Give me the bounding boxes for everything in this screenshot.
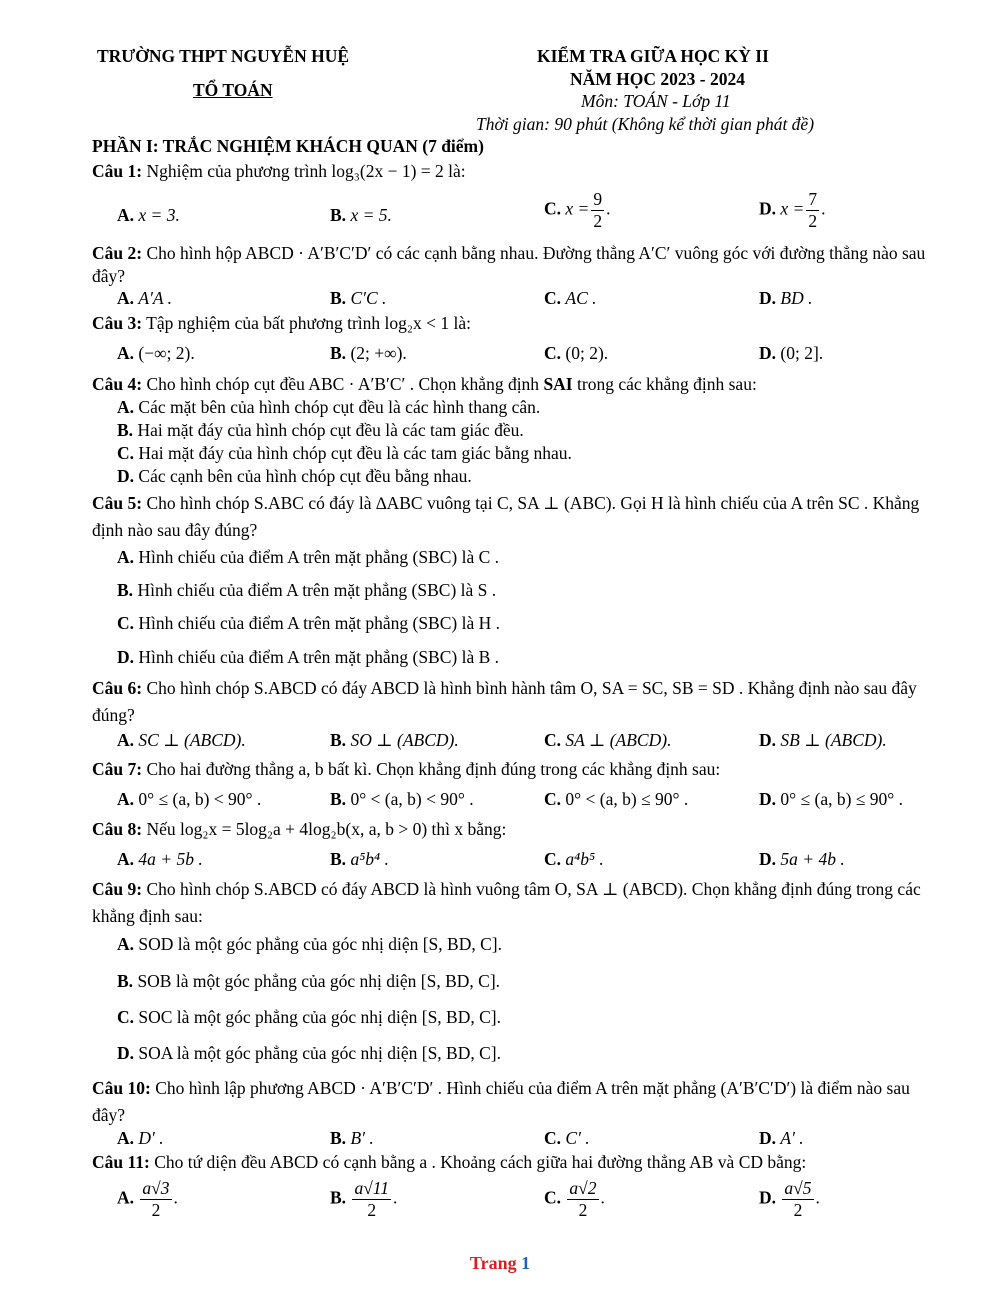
q2-option-c[interactable]: C. AC . [544,288,597,308]
q9-option-d[interactable]: D. SOA là một góc phẳng của góc nhị diện [S, BD, C]. [117,1043,501,1063]
q8-option-a[interactable]: A. 4a + 5b . [117,849,203,869]
q4-option-c[interactable]: C. Hai mặt đáy của hình chóp cụt đều là các tam giác bằng nhau. [117,443,572,463]
question-text: Nghiệm của phương trình log₃(2x − 1) = 2 là: [146,161,466,181]
q2-options [117,287,937,313]
q11-option-c[interactable]: C. $\frac{a√2}{2}$ . [544,1178,605,1220]
q9-option-a[interactable]: A. SOD là một góc phẳng của góc nhị diện [S, BD, C]. [117,934,502,954]
question-11: Câu 11: Cho tứ diện đều ABCD có cạnh bằng a . Khoảng cách giữa hai đường thẳng AB và CD bằng: [92,1152,807,1172]
q6-option-a[interactable]: A. SC ⊥ (ABCD). [117,730,246,750]
question-4: Câu 4: Cho hình chóp cụt đều ABC · A′B′C′ . Chọn khẳng định SAI trong các khẳng định sau: [92,374,757,394]
exam-duration: Thời gian: 90 phút (Không kể thời gian phát đề) [476,114,815,134]
q8-option-c[interactable]: C. a⁴b⁵ . [544,849,604,869]
q7-option-a[interactable]: A. 0° ≤ (a, b) < 90° . [117,789,262,809]
school-name: TRƯỜNG THPT NGUYỄN HUỆ [97,46,349,66]
exam-title: KIỂM TRA GIỮA HỌC KỲ II [537,46,769,66]
q9-option-b[interactable]: B. SOB là một góc phẳng của góc nhị diện [S, BD, C]. [117,971,501,991]
question-9: Câu 9: Cho hình chóp S.ABCD có đáy ABCD là hình vuông tâm O, SA ⊥ (ABCD). Chọn khẳng định đúng trong các khẳng định sau: [92,879,921,927]
question-5: Câu 5: Cho hình chóp S.ABC có đáy là ∆ABC vuông tại C, SA ⊥ (ABC). Gọi H là hình chiếu của A trên SC . Khẳng định nào sau đây đúng? [92,493,920,541]
q3-option-c[interactable]: C. (0; 2). [544,343,609,363]
q11-options [117,1178,937,1230]
q1-option-d[interactable]: D. x = $\frac{7}{2}$ . [759,189,826,231]
q1-option-b[interactable]: B. x = 5. [330,205,392,225]
q6-option-b[interactable]: B. SO ⊥ (ABCD). [330,730,459,750]
q11-option-a[interactable]: A. $\frac{a√3}{2}$ . [117,1178,178,1220]
q3-option-b[interactable]: B. (2; +∞). [330,343,407,363]
q10-option-c[interactable]: C. C′ . [544,1128,590,1148]
question-7: Câu 7: Cho hai đường thẳng a, b bất kì. Chọn khẳng định đúng trong các khẳng định sau: [92,759,721,779]
q4-option-a[interactable]: A. Các mặt bên của hình chóp cụt đều là các hình thang cân. [117,397,541,417]
subject-line: Môn: TOÁN - Lớp 11 [581,91,731,111]
q5-option-a[interactable]: A. Hình chiếu của điểm A trên mặt phẳng (SBC) là C . [117,547,500,567]
q6-option-d[interactable]: D. SB ⊥ (ABCD). [759,730,887,750]
question-2: Câu 2: Cho hình hộp ABCD · A′B′C′D′ có các cạnh bằng nhau. Đường thẳng A′C′ vuông góc với đường thẳng nào sau đây? [92,243,926,286]
question-label: Câu 1: [92,161,143,181]
q8-option-b[interactable]: B. a⁵b⁴ . [330,849,389,869]
q10-options [117,1127,937,1153]
question-6: Câu 6: Cho hình chóp S.ABCD có đáy ABCD là hình bình hành tâm O, SA = SC, SB = SD . Khẳng định nào sau đây đúng? [92,678,917,726]
q11-option-b[interactable]: B. $\frac{a√11}{2}$ . [330,1178,398,1220]
q5-option-d[interactable]: D. Hình chiếu của điểm A trên mặt phẳng (SBC) là B . [117,647,500,667]
school-year: NĂM HỌC 2023 - 2024 [570,69,745,89]
question-1 [92,160,932,183]
q10-option-d[interactable]: D. A′ . [759,1128,804,1148]
q8-option-d[interactable]: D. 5a + 4b . [759,849,845,869]
q3-option-d[interactable]: D. (0; 2]. [759,343,824,363]
q2-option-a[interactable]: A. A′A . [117,288,173,308]
q10-option-b[interactable]: B. B′ . [330,1128,374,1148]
q5-option-b[interactable]: B. Hình chiếu của điểm A trên mặt phẳng (SBC) là S . [117,580,497,600]
question-8: Câu 8: Nếu log₂x = 5log₂a + 4log₂b(x, a, b > 0) thì x bằng: [92,819,507,839]
q9-option-c[interactable]: C. SOC là một góc phẳng của góc nhị diện [S, BD, C]. [117,1007,501,1027]
question-10: Câu 10: Cho hình lập phương ABCD · A′B′C′D′ . Hình chiếu của điểm A trên mặt phẳng (A′B′C′D′) là điểm nào sau đây? [92,1078,910,1126]
q5-option-c[interactable]: C. Hình chiếu của điểm A trên mặt phẳng (SBC) là H . [117,613,500,633]
footer-page-word: Trang [469,1253,517,1273]
footer-page-number: 1 [521,1253,531,1273]
q7-option-b[interactable]: B. 0° < (a, b) < 90° . [330,789,474,809]
q7-option-c[interactable]: C. 0° < (a, b) ≤ 90° . [544,789,689,809]
q3-option-a[interactable]: A. (−∞; 2). [117,343,195,363]
q11-option-d[interactable]: D. $\frac{a√5}{2}$ . [759,1178,820,1220]
q6-option-c[interactable]: C. SA ⊥ (ABCD). [544,730,672,750]
q7-options [117,788,937,814]
q2-option-b[interactable]: B. C′C . [330,288,387,308]
page-footer [0,1252,1000,1275]
q1-option-c[interactable]: C. x = $\frac{9}{2}$ . [544,189,611,231]
question-3: Câu 3: Tập nghiệm của bất phương trình log₂x < 1 là: [92,313,471,333]
section-title: PHẦN I: TRẮC NGHIỆM KHÁCH QUAN (7 điểm) [92,136,484,156]
q1-option-a[interactable]: A. x = 3. [117,205,180,225]
q2-option-d[interactable]: D. BD . [759,288,813,308]
q6-options [117,729,937,755]
q8-options [117,848,937,874]
q4-option-d[interactable]: D. Các cạnh bên của hình chóp cụt đều bằng nhau. [117,466,472,486]
q10-option-a[interactable]: A. D′ . [117,1128,164,1148]
q1-options [117,189,937,240]
q3-options [117,342,937,368]
department-name: TỔ TOÁN [193,80,273,100]
q7-option-d[interactable]: D. 0° ≤ (a, b) ≤ 90° . [759,789,904,809]
q4-option-b[interactable]: B. Hai mặt đáy của hình chóp cụt đều là các tam giác đều. [117,420,524,440]
